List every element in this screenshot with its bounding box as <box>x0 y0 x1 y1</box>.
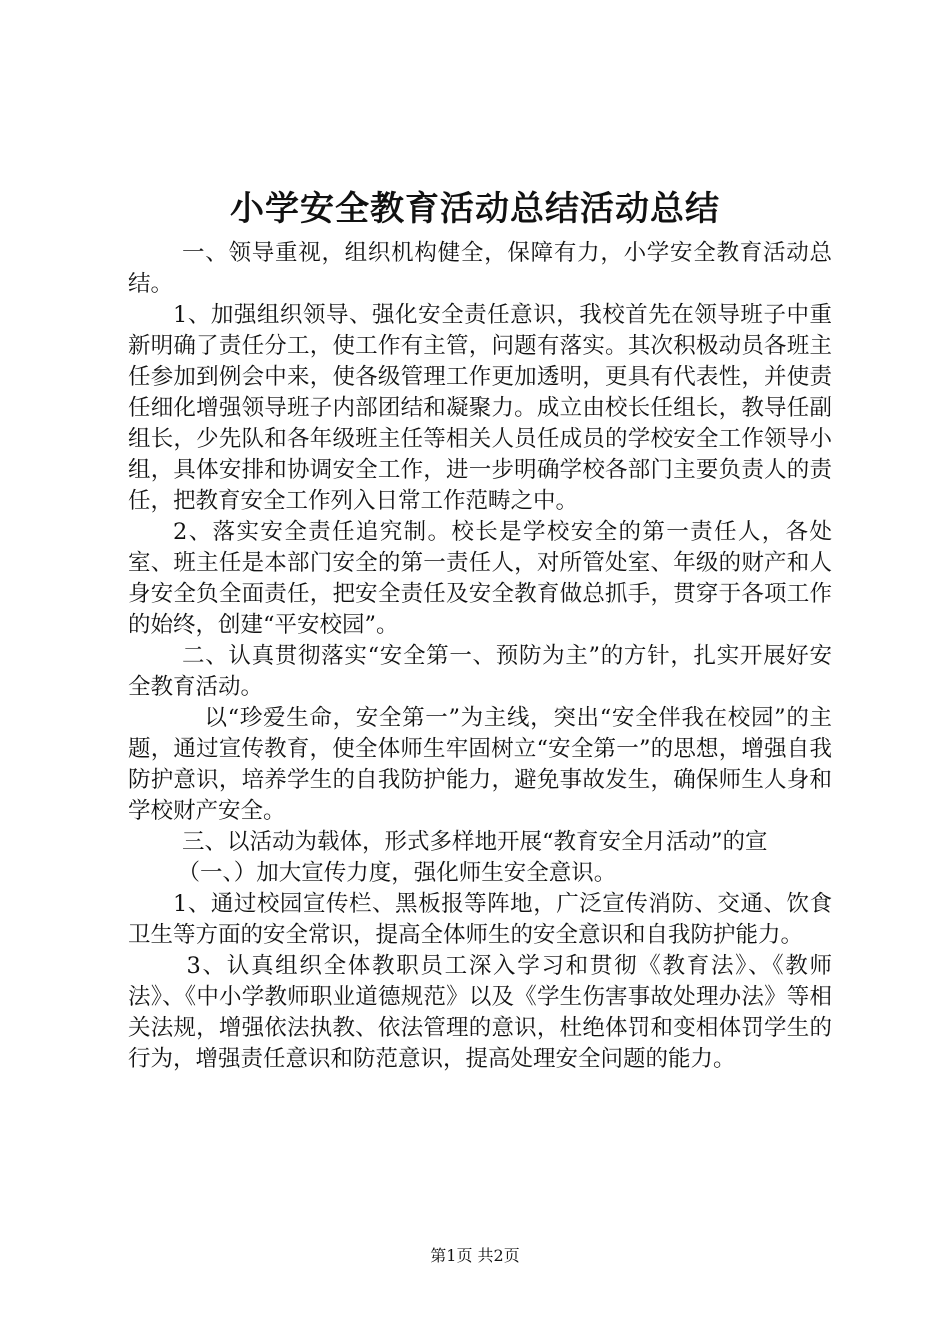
paragraph: 3、认真组织全体教职员工深入学习和贯彻《教育法》、《教师法》、《中小学教师职业道德规范》以及《学生伤害事故处理办法》等相关法规，增强依法执教、依法管理的意识，杜绝体罚和变相体罚学生的行为，增强责任意识和防范意识，提高处理安全问题的能力。 <box>128 953 832 1072</box>
paragraph: （一、）加大宣传力度，强化师生安全意识。 <box>177 860 617 886</box>
document-body <box>128 238 832 1075</box>
paragraph: 三、以活动为载体，形式多样地开展“教育安全月活动”的宣 <box>182 829 768 855</box>
paragraph: 二、认真贯彻落实“安全第一、预防为主”的方针，扎实开展好安全教育活动。 <box>128 643 832 700</box>
paragraph: 一、领导重视，组织机构健全，保障有力，小学安全教育活动总结。 <box>128 240 832 297</box>
document-title: 小学安全教育活动总结活动总结 <box>230 189 720 229</box>
paragraph: 1、通过校园宣传栏、黑板报等阵地，广泛宣传消防、交通、饮食卫生等方面的安全常识，提高全体师生的安全意识和自我防护能力。 <box>128 891 832 948</box>
page-footer: 第1页 共2页 <box>430 1246 520 1265</box>
paragraph: 1、加强组织领导、强化安全责任意识，我校首先在领导班子中重新明确了责任分工，使工作有主管，问题有落实。其次积极动员各班主任参加到例会中来，使各级管理工作更加透明，更具有代表性，并使责任细化增强领导班子内部团结和凝聚力。成立由校长任组长，教导任副组长，少先队和各年级班主任等相关人员任成员的学校安全工作领导小组，具体安排和协调安全工作，进一步明确学校各部门主要负责人的责任，把教育安全工作列入日常工作范畴之中。 <box>128 302 832 514</box>
paragraph: 以“珍爱生命，安全第一”为主线，突出“安全伴我在校园”的主题，通过宣传教育，使全体师生牢固树立“安全第一”的思想，增强自我防护意识，培养学生的自我防护能力，避免事故发生，确保师生人身和学校财产安全。 <box>128 705 832 824</box>
paragraph: 2、落实安全责任追究制。校长是学校安全的第一责任人，各处室、班主任是本部门安全的第一责任人，对所管处室、年级的财产和人身安全负全面责任，把安全责任及安全教育做总抓手，贯穿于各项工作的始终，创建“平安校园”。 <box>128 519 832 638</box>
